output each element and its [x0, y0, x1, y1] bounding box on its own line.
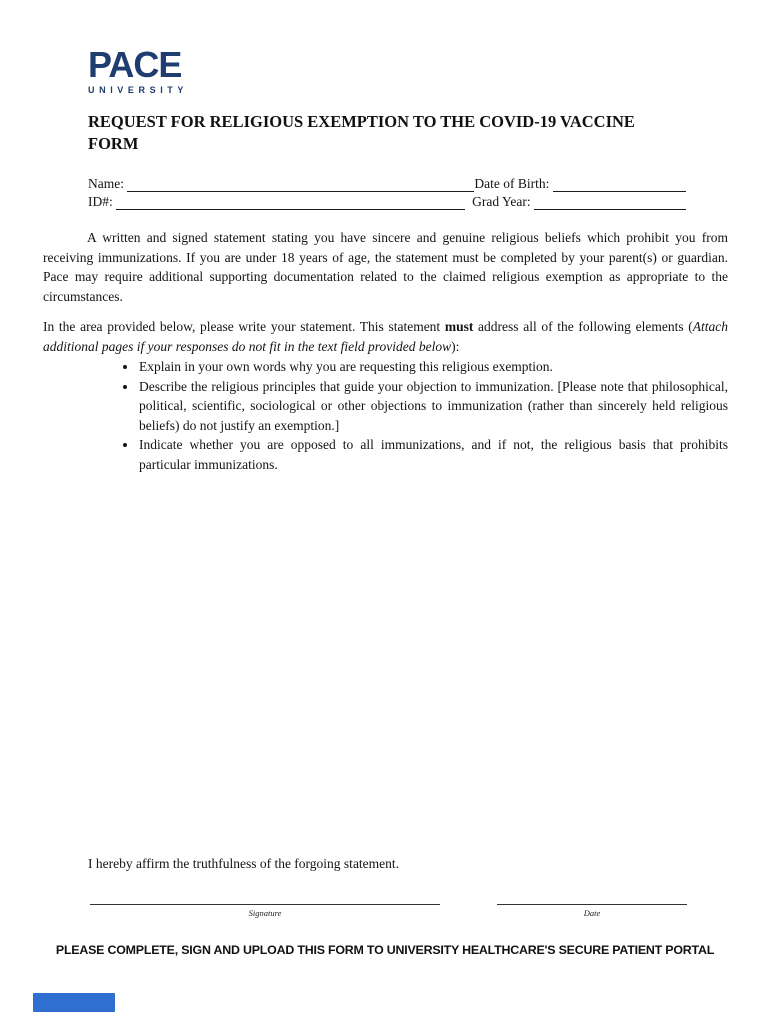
- affirmation-text: I hereby affirm the truthfulness of the forgoing statement.: [88, 856, 400, 871]
- bullet-item-describe: • Describe the religious principles that guide your objection to immunization. [Please note that philosophical, political, scientific, sociological or other objections to immunization (rather than sincerely held religious beliefs) do not justify an exemption.]: [138, 377, 728, 436]
- name-label: Name:: [88, 176, 128, 191]
- instructions-part1: In the area provided below, please write your statement. This statement: [43, 319, 445, 334]
- form-title-line2: FORM: [88, 134, 139, 153]
- id-label: ID#:: [88, 194, 117, 209]
- date-label: Date: [583, 908, 601, 918]
- instructions-bold-word: must: [444, 319, 474, 334]
- bullet-item-explain: • Explain in your own words why you are requesting this religious exemption.: [138, 357, 728, 377]
- id-gradyear-row: [88, 193, 686, 210]
- intro-paragraph: A written and signed statement stating you have sincere and genuine religious beliefs which prohibit you from receiving immunizations. If you are under 18 years of age, the statement must be completed by your parent(s) or guardian. Pace may require additional supporting documentation related to the claimed religious exemption as appropriate to the circumstances.: [43, 230, 728, 304]
- dob-label: Date of Birth:: [474, 176, 553, 191]
- id-field-line[interactable]: [116, 195, 465, 210]
- requirement-bullet-list: [43, 357, 728, 474]
- statement-text-area[interactable]: [43, 472, 728, 844]
- instructions-part3: ):: [451, 338, 460, 354]
- logo-primary-text: PACE: [88, 44, 182, 85]
- dob-field-line[interactable]: [553, 177, 686, 192]
- signature-label: Signature: [248, 908, 282, 918]
- instructions-italic-note: Attach additional pages if your responses do not fit in the text field provided below: [43, 319, 728, 354]
- grad-year-field-line[interactable]: [534, 195, 686, 210]
- form-title: [88, 111, 698, 155]
- name-field-line[interactable]: [127, 177, 474, 192]
- footer-instruction: PLEASE COMPLETE, SIGN AND UPLOAD THIS FORM TO UNIVERSITY HEALTHCARE'S SECURE PATIENT PORTAL: [55, 943, 715, 957]
- grad-year-label: Grad Year:: [472, 194, 534, 209]
- pace-university-logo: [88, 46, 218, 95]
- date-line[interactable]: [497, 904, 687, 905]
- signature-line[interactable]: [90, 904, 440, 905]
- blue-accent-bar: [33, 993, 115, 1012]
- bullet-item-indicate: • Indicate whether you are opposed to all immunizations, and if not, the religious basis that prohibits particular immunizations.: [138, 435, 728, 474]
- logo-secondary-text: UNIVERSITY: [88, 85, 189, 95]
- form-title-line1: REQUEST FOR RELIGIOUS EXEMPTION TO THE COVID-19 VACCINE: [88, 112, 635, 131]
- instructions-part2: address all of the following elements (: [473, 319, 693, 334]
- name-dob-row: [88, 175, 686, 192]
- instructions-paragraph: [43, 317, 728, 356]
